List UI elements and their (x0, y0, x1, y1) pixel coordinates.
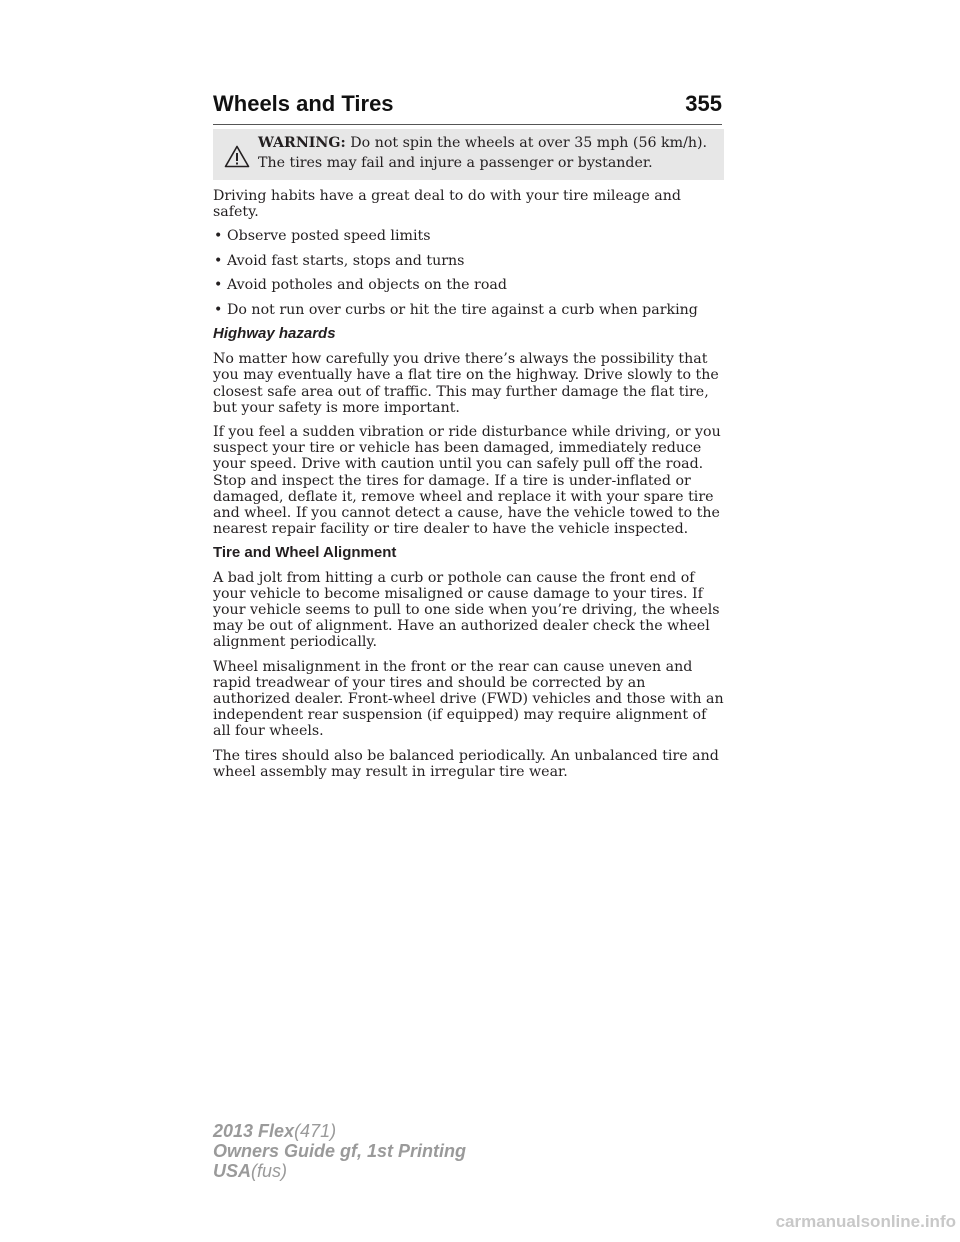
warning-box (213, 129, 724, 180)
alignment-paragraph: A bad jolt from hitting a curb or pothole can cause the front end of your vehicle to become misaligned or cause damage to your tires. If your vehicle seems to pull to one side when you’re driving, the wheels may be out of alignment. Have an authorized dealer check the wheel alignment periodically. (213, 569, 720, 651)
warning-label: WARNING: (258, 135, 346, 151)
alignment-paragraph: Wheel misalignment in the front or the rear can cause uneven and rapid treadwear of your tires and should be corrected by an authorized dealer. Front-wheel drive (FWD) vehicles and those with an independent rear suspension (if equipped) may require alignment of all four wheels. (213, 658, 724, 740)
footer-line-guide: Owners Guide gf, 1st Printing (213, 1141, 467, 1161)
page-header (213, 91, 722, 121)
alignment-paragraph: The tires should also be balanced periodically. An unbalanced tire and wheel assembly may result in irregular tire wear. (213, 747, 719, 780)
watermark: carmanualsonline.info (775, 1212, 956, 1231)
page-content (213, 129, 724, 788)
highway-paragraph: No matter how carefully you drive there’s always the possibility that you may eventually have a flat tire on the highway. Drive slowly to the closest safe area out of traffic. This may further damage the flat tire, but your safety is more important. (213, 351, 719, 416)
page-title: Wheels and Tires (213, 91, 394, 116)
header-divider (213, 124, 722, 125)
alignment-heading: Tire and Wheel Alignment (213, 544, 397, 562)
footer-line-market: USA(fus) (213, 1161, 288, 1181)
print-footer (213, 1121, 466, 1181)
list-item: • Observe posted speed limits (214, 228, 431, 245)
warning-text: Do not spin the wheels at over 35 mph (56 km/h). The tires may fail and injure a passenger or bystander. (258, 135, 708, 171)
list-item: • Avoid potholes and objects on the road (214, 277, 507, 294)
bullet-icon: • (214, 277, 223, 294)
bullet-icon: • (214, 301, 223, 318)
highway-paragraph: If you feel a sudden vibration or ride disturbance while driving, or you suspect your tire or vehicle has been damaged, immediately reduce your speed. Drive with caution until you can safely pull off the road. Stop and inspect the tires for damage. If a tire is under-inflated or damaged, deflate it, remove wheel and replace it with your spare tire and wheel. If you cannot detect a cause, have the vehicle towed to the nearest repair facility or tire dealer to have the vehicle inspected. (213, 423, 721, 538)
warning-triangle-icon (224, 145, 250, 168)
bullet-icon: • (214, 252, 223, 269)
highway-hazards-heading: Highway hazards (213, 324, 336, 342)
page-number: 355 (685, 91, 722, 116)
footer-line-model: 2013 Flex(471) (213, 1121, 337, 1141)
driving-habits-list (213, 228, 724, 317)
list-item: • Do not run over curbs or hit the tire against a curb when parking (214, 301, 698, 318)
list-item: • Avoid fast starts, stops and turns (214, 252, 465, 269)
bullet-icon: • (214, 228, 223, 245)
intro-paragraph: Driving habits have a great deal to do with your tire mileage and safety. (213, 188, 681, 221)
